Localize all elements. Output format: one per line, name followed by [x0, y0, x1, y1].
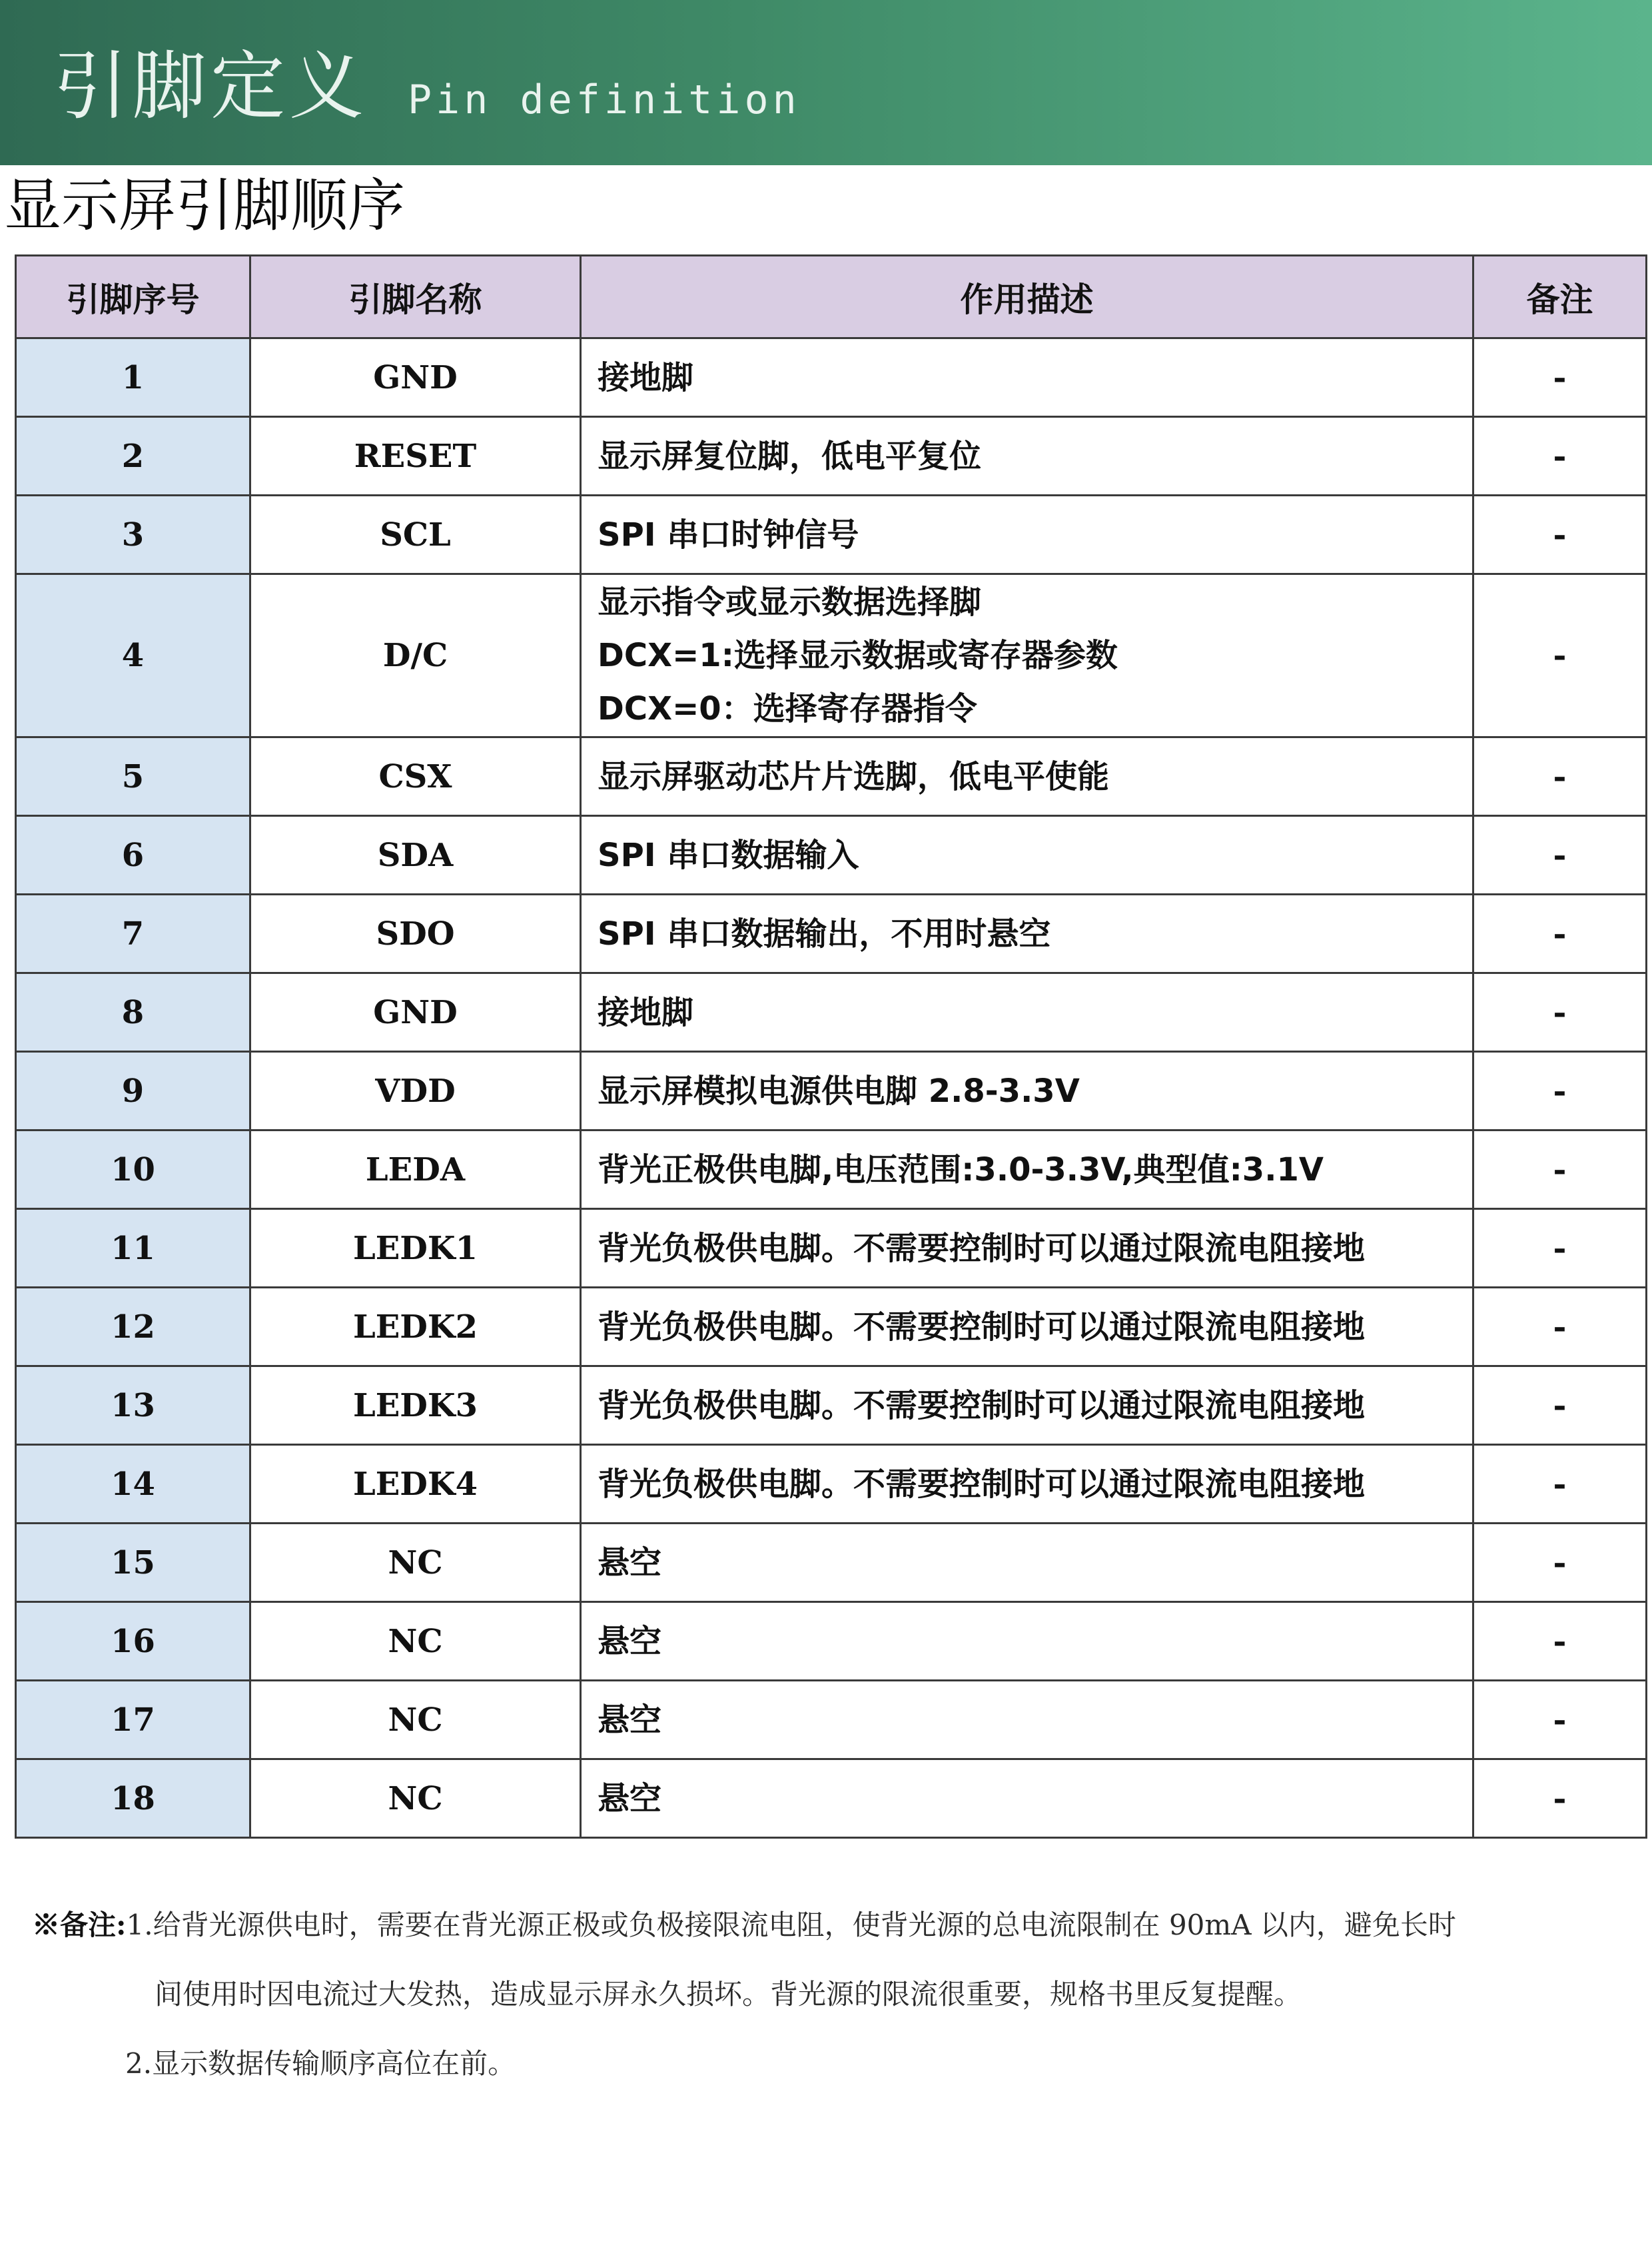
pin-description-cell — [581, 1602, 1473, 1681]
remark-cell: - — [1473, 1445, 1647, 1524]
remark-cell: - — [1473, 1681, 1647, 1759]
pin-name-cell: GND — [250, 338, 581, 417]
pin-name-cell: LEDK2 — [250, 1288, 581, 1366]
table-row — [16, 1445, 1647, 1524]
pin-table-body — [16, 338, 1647, 1838]
note-lead: ※备注: — [32, 1909, 127, 1941]
header-remark: 备注 — [1473, 256, 1647, 338]
pin-name-cell: LEDA — [250, 1130, 581, 1209]
pin-description-cell — [581, 1209, 1473, 1288]
pin-description-cell — [581, 1524, 1473, 1602]
table-row — [16, 338, 1647, 417]
pin-description-cell — [581, 338, 1473, 417]
pin-description-cell — [581, 417, 1473, 496]
notes — [32, 1891, 1644, 2098]
header-banner — [0, 0, 1652, 165]
page-subtitle: Pin definition — [408, 77, 801, 123]
pin-number-cell: 13 — [16, 1366, 250, 1445]
remark-cell: - — [1473, 1524, 1647, 1602]
pin-description-cell — [581, 895, 1473, 973]
header-description: 作用描述 — [581, 256, 1473, 338]
remark-cell: - — [1473, 895, 1647, 973]
table-row — [16, 816, 1647, 895]
description-line: SPI 串口数据输入 — [598, 836, 859, 874]
pin-number-cell: 17 — [16, 1681, 250, 1759]
table-row — [16, 1524, 1647, 1602]
description-line: 显示屏复位脚，低电平复位 — [598, 437, 982, 475]
pin-name-cell: D/C — [250, 574, 581, 737]
pin-number-cell: 15 — [16, 1524, 250, 1602]
description-line: 接地脚 — [598, 358, 694, 396]
description-line: DCX=1:选择显示数据或寄存器参数 — [598, 637, 1118, 674]
pin-description-cell — [581, 737, 1473, 816]
pin-description-cell — [581, 973, 1473, 1052]
description-line: DCX=0：选择寄存器指令 — [598, 690, 977, 727]
remark-cell: - — [1473, 1052, 1647, 1130]
note-line-2: 间使用时因电流过大发热，造成显示屏永久损坏。背光源的限流很重要，规格书里反复提醒。 — [155, 1978, 1302, 2011]
table-row — [16, 1130, 1647, 1209]
table-row — [16, 1209, 1647, 1288]
table-row — [16, 574, 1647, 737]
pin-name-cell: SDA — [250, 816, 581, 895]
pin-name-cell: NC — [250, 1524, 581, 1602]
pin-table — [15, 254, 1647, 1839]
remark-cell: - — [1473, 1130, 1647, 1209]
description-line: 显示指令或显示数据选择脚 — [598, 584, 982, 621]
page-title: 引脚定义 — [53, 43, 368, 130]
remark-cell: - — [1473, 1366, 1647, 1445]
pin-number-cell: 9 — [16, 1052, 250, 1130]
pin-number-cell: 7 — [16, 895, 250, 973]
description-line: 悬空 — [598, 1701, 662, 1739]
pin-number-cell: 8 — [16, 973, 250, 1052]
table-row — [16, 737, 1647, 816]
pin-name-cell: NC — [250, 1602, 581, 1681]
pin-number-cell: 2 — [16, 417, 250, 496]
pin-description-cell — [581, 1052, 1473, 1130]
table-row — [16, 1052, 1647, 1130]
header-pin-number: 引脚序号 — [16, 256, 250, 338]
remark-cell: - — [1473, 338, 1647, 417]
pin-name-cell: LEDK3 — [250, 1366, 581, 1445]
pin-number-cell: 5 — [16, 737, 250, 816]
description-line: 显示屏驱动芯片片选脚，低电平使能 — [598, 757, 1110, 795]
pin-name-cell: LEDK1 — [250, 1209, 581, 1288]
table-row — [16, 417, 1647, 496]
table-row — [16, 1366, 1647, 1445]
note-line-3: 2.显示数据传输顺序高位在前。 — [125, 2047, 516, 2080]
table-row — [16, 895, 1647, 973]
remark-cell: - — [1473, 1288, 1647, 1366]
table-row — [16, 1681, 1647, 1759]
pin-description-cell — [581, 1681, 1473, 1759]
pin-description-cell — [581, 574, 1473, 737]
pin-description-cell — [581, 1759, 1473, 1838]
pin-name-cell: SCL — [250, 496, 581, 574]
pin-number-cell: 3 — [16, 496, 250, 574]
remark-cell: - — [1473, 574, 1647, 737]
table-row — [16, 1602, 1647, 1681]
pin-name-cell: GND — [250, 973, 581, 1052]
description-line: 显示屏模拟电源供电脚 2.8-3.3V — [598, 1072, 1080, 1110]
pin-description-cell — [581, 496, 1473, 574]
pin-number-cell: 6 — [16, 816, 250, 895]
pin-name-cell: RESET — [250, 417, 581, 496]
pin-name-cell: SDO — [250, 895, 581, 973]
description-line: 悬空 — [598, 1622, 662, 1660]
table-row — [16, 1759, 1647, 1838]
description-line: SPI 串口数据输出，不用时悬空 — [598, 915, 1051, 953]
pin-number-cell: 18 — [16, 1759, 250, 1838]
note-line-1 — [32, 1891, 1644, 1960]
pin-number-cell: 4 — [16, 574, 250, 737]
description-line: 悬空 — [598, 1779, 662, 1817]
description-line: 背光负极供电脚。不需要控制时可以通过限流电阻接地 — [598, 1308, 1366, 1346]
pin-description-cell — [581, 816, 1473, 895]
remark-cell: - — [1473, 417, 1647, 496]
description-line: 悬空 — [598, 1544, 662, 1581]
remark-cell: - — [1473, 737, 1647, 816]
description-line: SPI 串口时钟信号 — [598, 516, 859, 554]
remark-cell: - — [1473, 496, 1647, 574]
pin-name-cell: VDD — [250, 1052, 581, 1130]
pin-description-cell — [581, 1366, 1473, 1445]
pin-number-cell: 10 — [16, 1130, 250, 1209]
table-row — [16, 1288, 1647, 1366]
section-title: 显示屏引脚顺序 — [4, 173, 405, 239]
description-line: 背光负极供电脚。不需要控制时可以通过限流电阻接地 — [598, 1229, 1366, 1267]
pin-number-cell: 16 — [16, 1602, 250, 1681]
pin-number-cell: 1 — [16, 338, 250, 417]
description-line: 背光负极供电脚。不需要控制时可以通过限流电阻接地 — [598, 1386, 1366, 1424]
remark-cell: - — [1473, 816, 1647, 895]
description-line: 背光负极供电脚。不需要控制时可以通过限流电阻接地 — [598, 1465, 1366, 1503]
pin-name-cell: CSX — [250, 737, 581, 816]
remark-cell: - — [1473, 973, 1647, 1052]
remark-cell: - — [1473, 1602, 1647, 1681]
pin-name-cell: NC — [250, 1681, 581, 1759]
remark-cell: - — [1473, 1209, 1647, 1288]
pin-description-cell — [581, 1288, 1473, 1366]
pin-name-cell: NC — [250, 1759, 581, 1838]
table-row — [16, 496, 1647, 574]
pin-number-cell: 12 — [16, 1288, 250, 1366]
pin-description-cell — [581, 1130, 1473, 1209]
note-text-1: 1.给背光源供电时，需要在背光源正极或负极接限流电阻，使背光源的总电流限制在 90mA 以内，避免长时 — [126, 1909, 1456, 1941]
remark-cell: - — [1473, 1759, 1647, 1838]
header-pin-name: 引脚名称 — [250, 256, 581, 338]
pin-number-cell: 11 — [16, 1209, 250, 1288]
description-line: 接地脚 — [598, 993, 694, 1031]
pin-number-cell: 14 — [16, 1445, 250, 1524]
pin-description-cell — [581, 1445, 1473, 1524]
pin-name-cell: LEDK4 — [250, 1445, 581, 1524]
description-line: 背光正极供电脚,电压范围:3.0-3.3V,典型值:3.1V — [598, 1150, 1324, 1188]
table-row — [16, 973, 1647, 1052]
table-header-row — [16, 256, 1647, 338]
